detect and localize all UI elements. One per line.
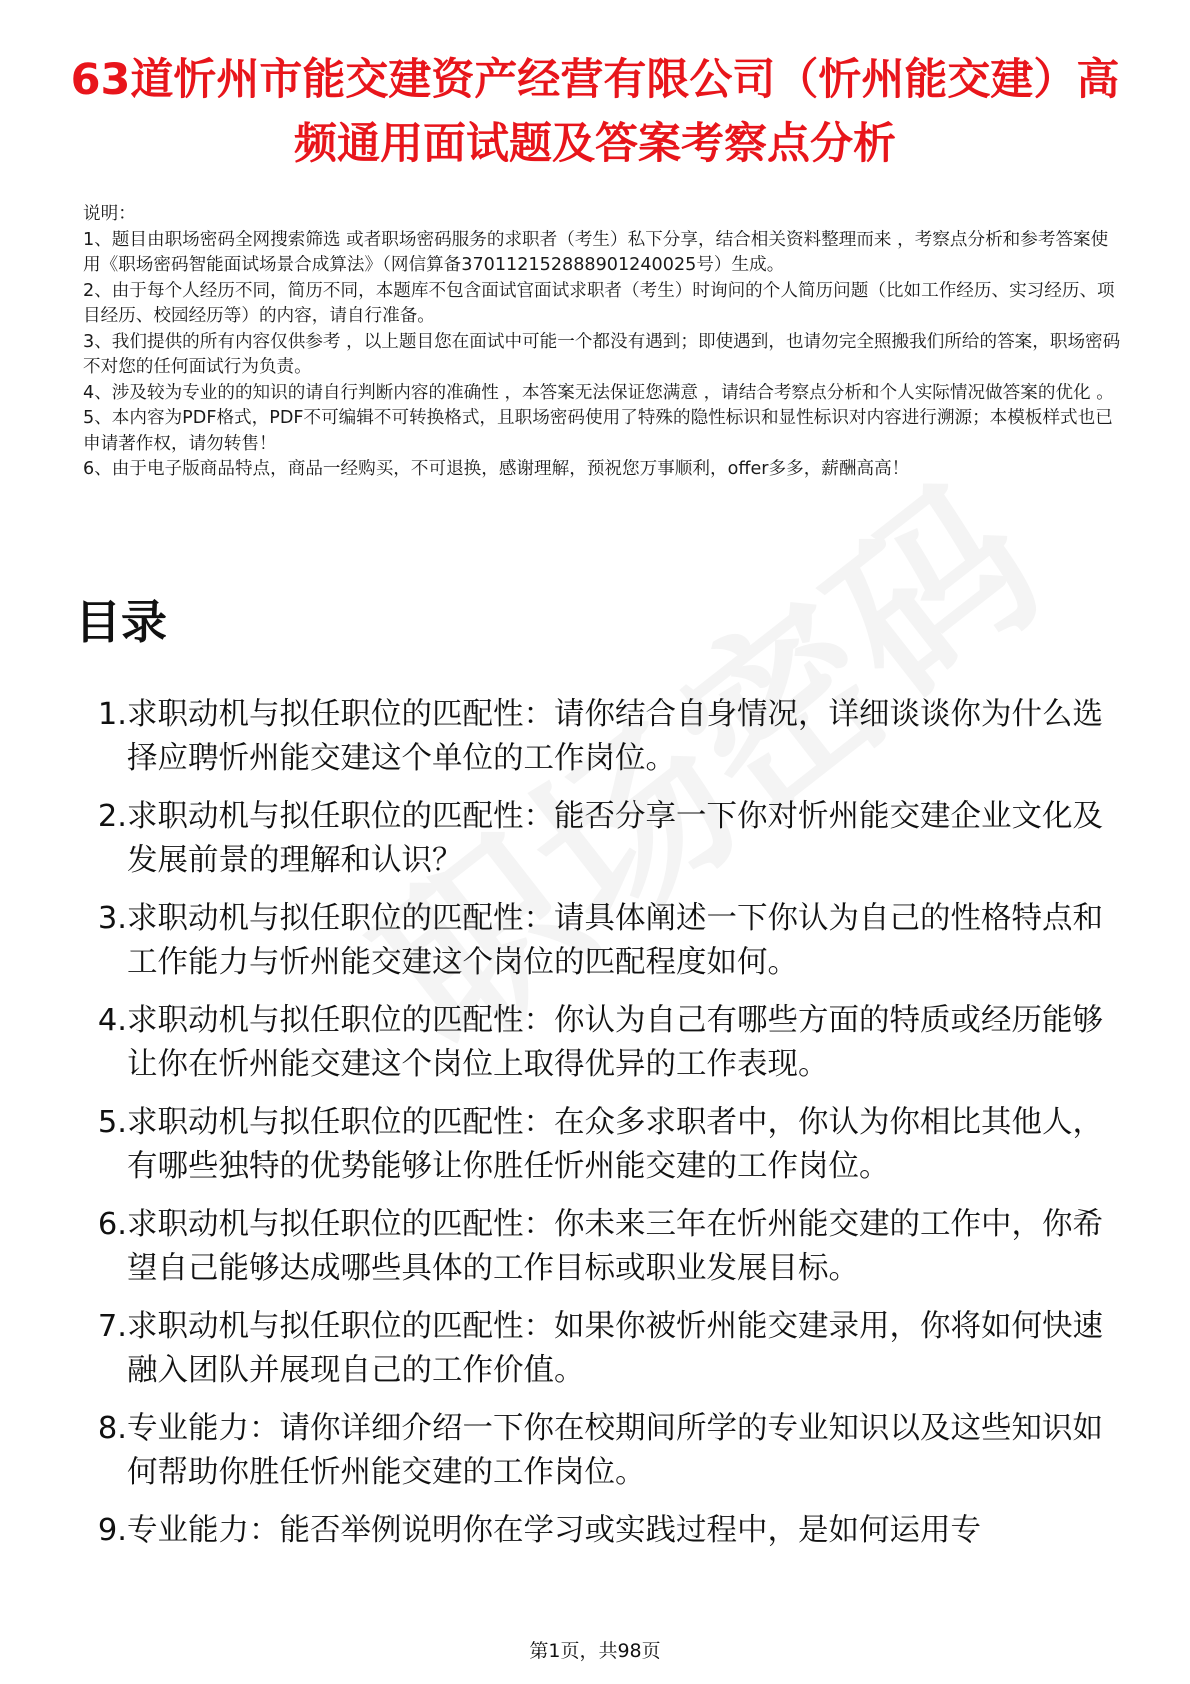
toc-item-number: 2. [97, 799, 127, 834]
toc-item-text: 求职动机与拟任职位的匹配性：在众多求职者中，你认为你相比其他人，有哪些独特的优势能够让你胜任忻州能交建的工作岗位。 [127, 1105, 1103, 1184]
toc-item-number: 3. [97, 901, 127, 936]
toc-item[interactable] [73, 795, 1133, 883]
toc-item-text: 求职动机与拟任职位的匹配性：你未来三年在忻州能交建的工作中，你希望自己能够达成哪些具体的工作目标或职业发展目标。 [127, 1207, 1103, 1286]
toc-item-text: 求职动机与拟任职位的匹配性：能否分享一下你对忻州能交建企业文化及发展前景的理解和认识？ [127, 799, 1103, 878]
toc-item-number: 4. [97, 1003, 127, 1038]
toc-item-number: 5. [97, 1105, 127, 1140]
note-item: 1、题目由职场密码全网搜索筛选 或者职场密码服务的求职者（考生）私下分享，结合相关资料整理而来 ，考察点分析和参考答案使用《职场密码智能面试场景合成算法》（网信算备370112152888901240025号）生成。 [83, 229, 1109, 275]
toc-heading: 目录 [75, 595, 167, 649]
toc-item[interactable] [73, 999, 1133, 1087]
toc-item[interactable] [73, 897, 1133, 985]
toc-item-text: 求职动机与拟任职位的匹配性：请具体阐述一下你认为自己的性格特点和工作能力与忻州能交建这个岗位的匹配程度如何。 [127, 901, 1103, 980]
toc-item-text: 求职动机与拟任职位的匹配性：你认为自己有哪些方面的特质或经历能够让你在忻州能交建这个岗位上取得优异的工作表现。 [127, 1003, 1103, 1082]
note-item: 3、我们提供的所有内容仅供参考 ，以上题目您在面试中可能一个都没有遇到；即使遇到，也请勿完全照搬我们所给的答案，职场密码不对您的任何面试行为负责。 [83, 331, 1121, 377]
toc-item-number: 9. [97, 1513, 127, 1548]
notes-heading: 说明： [83, 204, 136, 224]
toc-item-number: 7. [97, 1309, 127, 1344]
toc-item[interactable] [73, 1509, 1133, 1553]
toc-item-text: 求职动机与拟任职位的匹配性：如果你被忻州能交建录用，你将如何快速融入团队并展现自己的工作价值。 [127, 1309, 1103, 1388]
toc-item-text: 专业能力：请你详细介绍一下你在校期间所学的专业知识以及这些知识如何帮助你胜任忻州能交建的工作岗位。 [127, 1411, 1103, 1490]
note-item: 4、涉及较为专业的的知识的请自行判断内容的准确性 ，本答案无法保证您满意 ，请结合考察点分析和个人实际情况做答案的优化 。 [83, 382, 1114, 403]
page-footer: 第1页，共98页 [529, 1640, 661, 1662]
toc-item-text: 求职动机与拟任职位的匹配性：请你结合自身情况，详细谈谈你为什么选择应聘忻州能交建这个单位的工作岗位。 [127, 697, 1103, 776]
toc-item-number: 6. [97, 1207, 127, 1242]
toc-item[interactable] [73, 1407, 1133, 1495]
notes-section [83, 202, 1123, 483]
document-title: 63道忻州市能交建资产经营有限公司（忻州能交建）高频通用面试题及答案考察点分析 [70, 55, 1120, 169]
toc-item-text: 专业能力：能否举例说明你在学习或实践过程中，是如何运用专 [127, 1513, 981, 1548]
note-item: 2、由于每个人经历不同，简历不同，本题库不包含面试官面试求职者（考生）时询问的个人简历问题（比如工作经历、实习经历、项目经历、校园经历等）的内容，请自行准备。 [83, 280, 1115, 326]
toc-item-number: 8. [97, 1411, 127, 1446]
note-item: 6、由于电子版商品特点，商品一经购买，不可退换，感谢理解，预祝您万事顺利，offer多多，薪酬高高！ [83, 459, 910, 479]
toc-item[interactable] [73, 1203, 1133, 1291]
note-item: 5、本内容为PDF格式，PDF不可编辑不可转换格式，且职场密码使用了特殊的隐性标识和显性标识对内容进行溯源；本模板样式也已申请著作权，请勿转售！ [83, 408, 1113, 454]
toc-item[interactable] [73, 1305, 1133, 1393]
toc-item[interactable] [73, 1101, 1133, 1189]
toc-item-number: 1. [97, 697, 127, 732]
table-of-contents [73, 693, 1133, 1567]
toc-item[interactable] [73, 693, 1133, 781]
